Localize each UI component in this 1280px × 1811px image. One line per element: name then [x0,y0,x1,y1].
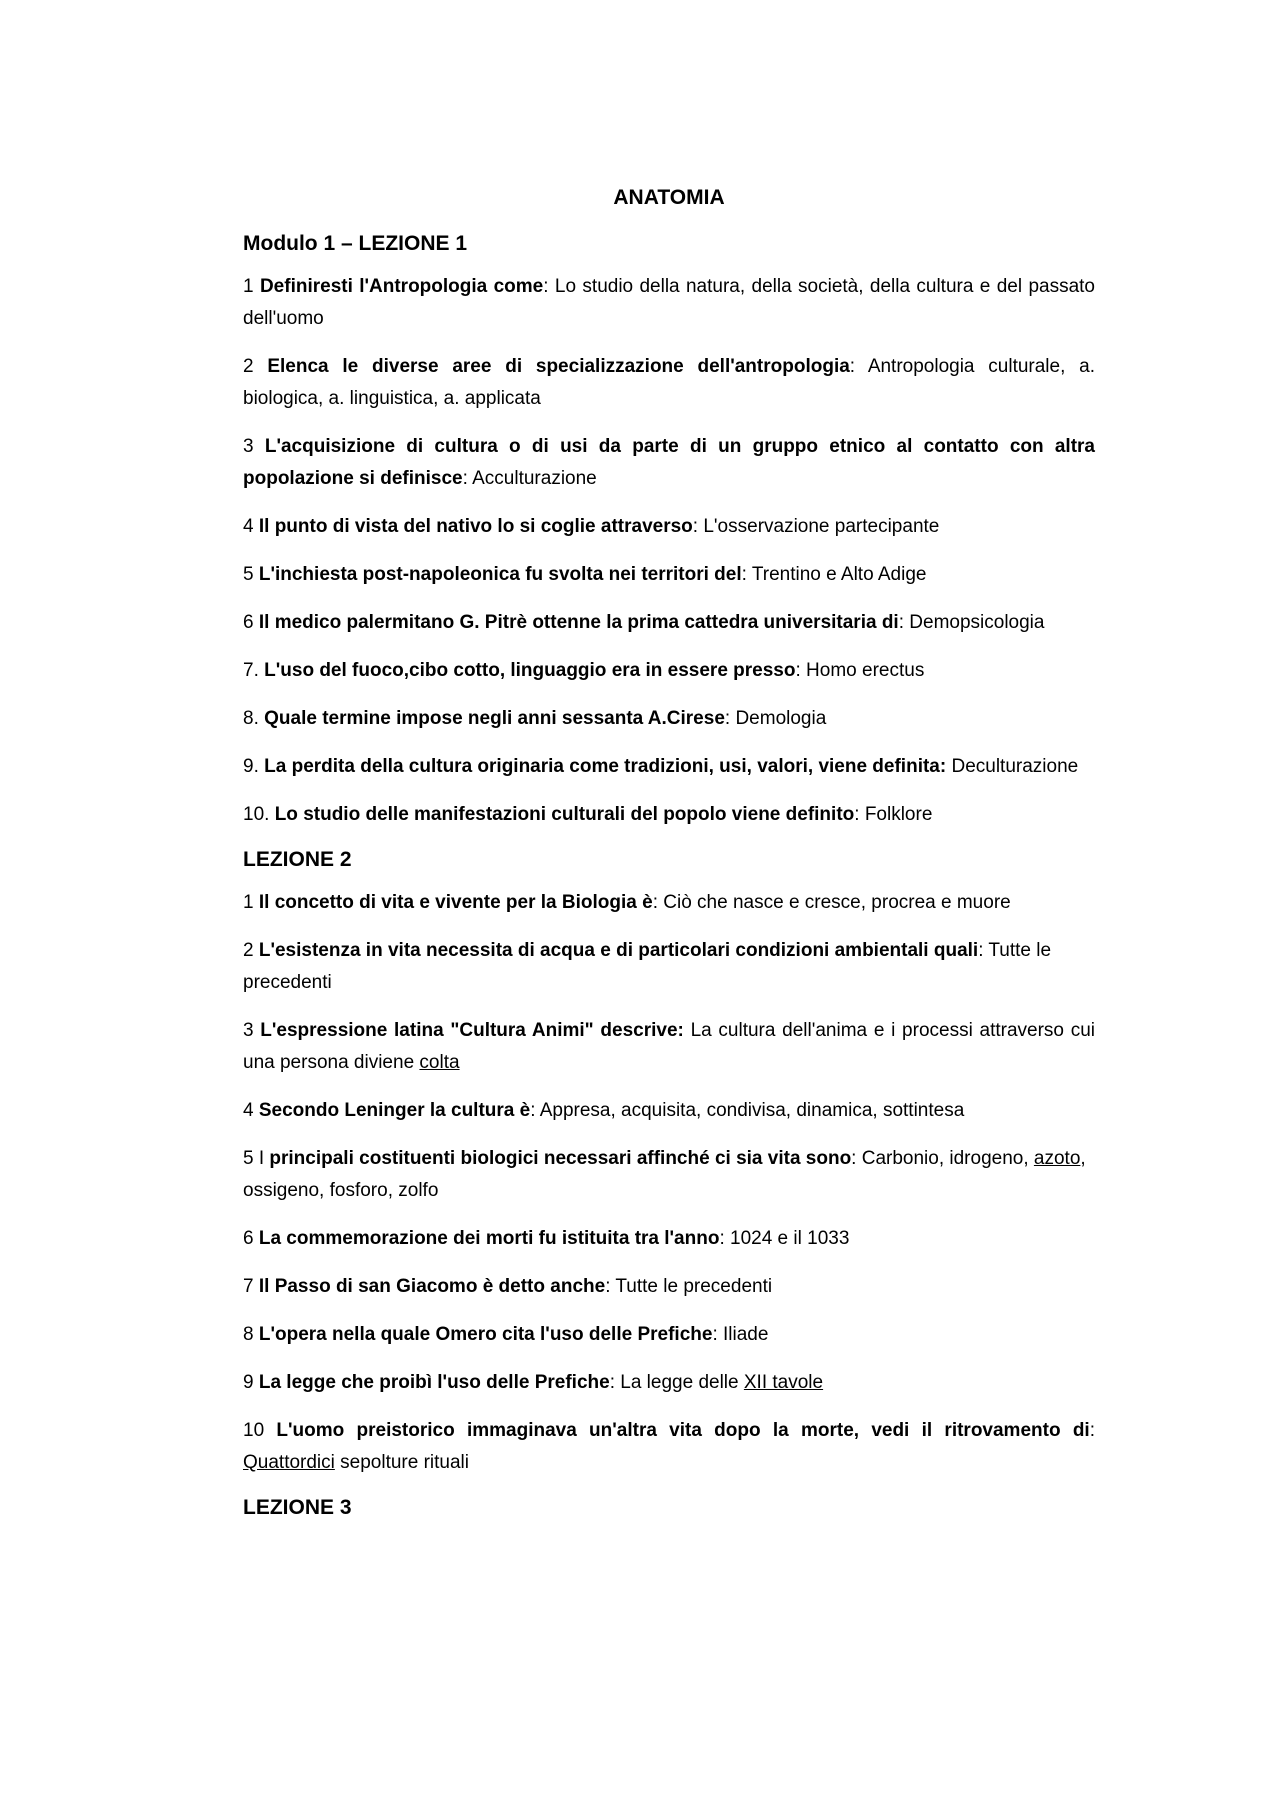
question-number: 4 [243,516,254,537]
question-number: 9 [243,1372,254,1393]
answer-text: Appresa, acquisita, condivisa, dinamica, sottintesa [539,1100,965,1121]
question-item [243,751,1095,783]
question-number: 3 [243,436,254,457]
question-number: 1 [243,276,254,297]
question-number: 7. [243,660,259,681]
answer-text: Antropologia culturale, a. biologica, a. linguistica, a. applicata [243,356,1095,409]
question-text: Il punto di vista del nativo lo si coglie attraverso [258,516,693,537]
question-item: 7. L'uso del fuoco,cibo cotto, linguaggio era in essere presso: Homo erectus [243,660,925,681]
question-number: 7 [243,1276,254,1297]
question-number: 2 [243,940,254,961]
question-number: 10 [243,1420,265,1441]
question-item [243,1015,1095,1079]
answer-text: 1024 e il 1033 [730,1228,850,1249]
answer-text: Folklore [864,804,933,825]
question-number: 8 [243,1324,254,1345]
question-number: 5 [243,564,254,585]
answer-text: Ciò che nasce e cresce, procrea e muore [663,892,1011,913]
question-item: 2 L'esistenza in vita necessita di acqua e di particolari condizioni ambientali quali: Tutte le precedenti [243,940,1052,993]
question-number: 6 [243,1228,254,1249]
document-title: ANATOMIA [613,186,725,209]
question-item: 6 La commemorazione dei morti fu istituita tra l'anno: 1024 e il 1033 [243,1228,850,1249]
answer-text: La cultura dell'anima e i processi attraverso cui una persona diviene [243,1020,1095,1073]
answer-text: sepolture rituali [334,1452,469,1473]
question-number: 5 I [243,1148,265,1169]
question-item: 6 Il medico palermitano G. Pitrè ottenne la prima cattedra universitaria di: Demopsicologia [243,612,1045,633]
question-item: 7 Il Passo di san Giacomo è detto anche: Tutte le precedenti [243,1276,773,1297]
question-item: 4 Secondo Leninger la cultura è: Appresa, acquisita, condivisa, dinamica, sottintesa [243,1100,965,1121]
answer-text: , ossigeno, fosforo, zolfo [243,1148,1086,1201]
answer-text: La legge delle [620,1372,744,1393]
answer-text: Tutte le precedenti [615,1276,773,1297]
question-item: 1 Il concetto di vita e vivente per la Biologia è: Ciò che nasce e cresce, procrea e muore [243,892,1011,913]
answer-text: Demologia [735,708,827,729]
question-number: 1 [243,892,254,913]
answer-text: L'osservazione partecipante [703,516,940,537]
document-page [243,180,1095,1535]
question-text: principali costituenti biologici necessari affinché ci sia vita sono [269,1148,852,1169]
question-item: 10. Lo studio delle manifestazioni culturali del popolo viene definito: Folklore [243,804,933,825]
question-item: 5 L'inchiesta post-napoleonica fu svolta nei territori del: Trentino e Alto Adige [243,564,927,585]
section-heading: LEZIONE 2 [243,848,352,871]
question-number: 8. [243,708,259,729]
answer-text: Iliade [723,1324,769,1345]
section-heading: LEZIONE 3 [243,1496,352,1519]
question-text: Definiresti l'Antropologia come [259,276,544,297]
question-item: 4 Il punto di vista del nativo lo si coglie attraverso: L'osservazione partecipante [243,516,940,537]
question-text: Il concetto di vita e vivente per la Biologia è [258,892,653,913]
question-number: 10. [243,804,270,825]
question-text: La legge che proibì l'uso delle Prefiche [258,1372,610,1393]
question-item: 9 La legge che proibì l'uso delle Prefiche: La legge delle XII tavole [243,1372,824,1393]
question-text: L'uso del fuoco,cibo cotto, linguaggio era in essere presso [264,660,796,681]
question-text: L'opera nella quale Omero cita l'uso delle Prefiche [258,1324,713,1345]
underlined-answer: XII tavole [743,1372,824,1393]
question-number: 2 [243,356,254,377]
answer-text: Lo studio della natura, della società, della cultura e del passato dell'uomo [243,276,1096,329]
question-text: L'uomo preistorico immaginava un'altra vita dopo la morte, vedi il ritrovamento di [276,1420,1090,1441]
question-text: L'esistenza in vita necessita di acqua e di particolari condizioni ambientali quali [258,940,979,961]
question-text: Lo studio delle manifestazioni culturali del popolo viene definito [274,804,855,825]
question-item: 5 I principali costituenti biologici necessari affinché ci sia vita sono: Carbonio, idrogeno, azoto, ossigeno, fosforo, zolfo [243,1148,1086,1201]
section-heading: Modulo 1 – LEZIONE 1 [243,232,468,255]
answer-text: Trentino e Alto Adige [751,564,927,585]
underlined-answer: Quattordici [243,1452,335,1473]
question-number: 6 [243,612,254,633]
answer-text: Deculturazione [951,756,1079,777]
underlined-answer: colta [419,1052,460,1073]
question-text: La perdita della cultura originaria come tradizioni, usi, valori, viene definita: [264,756,947,777]
question-text: L'inchiesta post-napoleonica fu svolta nei territori del [258,564,742,585]
question-item: 1 Definiresti l'Antropologia come: Lo studio della natura, della società, della cultura e del passato dell'uomo [243,276,1096,329]
question-text: Il medico palermitano G. Pitrè ottenne la prima cattedra universitaria di [258,612,899,633]
underlined-answer: azoto [1033,1148,1081,1169]
question-text: Secondo Leninger la cultura è [258,1100,531,1121]
question-number: 3 [243,1020,254,1041]
answer-text: Homo erectus [806,660,925,681]
question-item: 8. Quale termine impose negli anni sessanta A.Cirese: Demologia [243,708,827,729]
answer-text: Acculturazione [472,468,597,489]
answer-text: Carbonio, idrogeno, [861,1148,1034,1169]
question-item: 8 L'opera nella quale Omero cita l'uso delle Prefiche: Iliade [243,1324,769,1345]
answer-text: Tutte le precedenti [243,940,1052,993]
question-text: L'acquisizione di cultura o di usi da parte di un gruppo etnico al contatto con altra popolazione si definisce [243,436,1096,489]
question-text: Elenca le diverse aree di specializzazione dell'antropologia [267,356,850,377]
question-item: 10 L'uomo preistorico immaginava un'altra vita dopo la morte, vedi il ritrovamento di: Quattordici sepolture rituali [243,1420,1095,1473]
question-text: L'espressione latina "Cultura Animi" descrive: [260,1020,684,1041]
question-text: Il Passo di san Giacomo è detto anche [258,1276,606,1297]
question-text: La commemorazione dei morti fu istituita tra l'anno [258,1228,720,1249]
question-text: Quale termine impose negli anni sessanta A.Cirese [264,708,725,729]
answer-text: Demopsicologia [909,612,1045,633]
question-number: 9. [243,756,259,777]
question-item: 3 L'acquisizione di cultura o di usi da parte di un gruppo etnico al contatto con altra popolazione si definisce: Acculturazione [243,436,1096,489]
question-number: 4 [243,1100,254,1121]
question-item: 2 Elenca le diverse aree di specializzazione dell'antropologia: Antropologia culturale, a. biologica, a. linguistica, a. applicata [243,356,1095,409]
